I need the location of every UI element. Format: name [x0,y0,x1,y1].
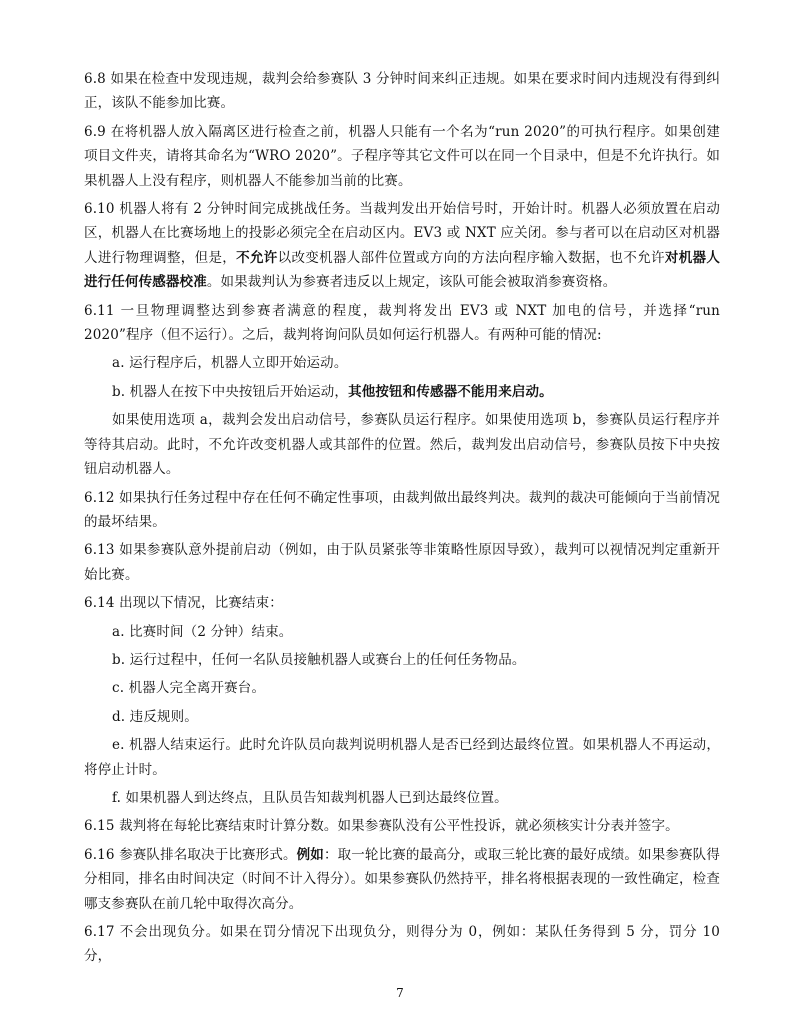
rule-6-14-d [84,705,720,729]
rule-6-11-option-a [84,351,720,375]
rule-6-10 [84,197,720,295]
rule-6-11-option-b [84,380,720,404]
rule-6-17 [84,920,720,969]
text-run: 6.13 如果参赛队意外提前启动（例如，由于队员紧张等非策略性原因导致），裁判可以视情况判定重新开始比赛。 [84,542,720,583]
rule-6-11-explanation [84,408,720,481]
text-run: 。如果裁判认为参赛者违反以上规定，该队可能会被取消参赛资格。 [206,274,617,291]
rule-6-14 [84,591,720,615]
text-run: a. 运行程序后，机器人立即开始运动。 [112,355,348,372]
text-run: f. 如果机器人到达终点，且队员告知裁判机器人已到达最终位置。 [112,789,508,806]
rule-6-16 [84,843,720,916]
text-run: 6.14 出现以下情况，比赛结束： [84,595,283,612]
text-run: 6.12 如果执行任务过程中存在任何不确定性事项，由裁判做出最终判决。裁判的裁决可能倾向于当前情况的最坏结果。 [84,489,720,530]
bold-text: 不允许 [236,249,278,266]
bold-text: 对机器人进行任何传感器校准 [84,249,720,291]
text-run: b. 运行过程中，任何一名队员接触机器人或赛台上的任何任务物品。 [112,651,526,668]
rule-6-14-f [84,786,720,810]
text-run: c. 机器人完全离开赛台。 [112,680,266,697]
rule-6-14-c [84,676,720,700]
text-run: 6.17 不会出现负分。如果在罚分情况下出现负分，则得分为 0，例如：某队任务得到 5 分，罚分 10 分， [84,924,720,965]
bold-text: 例如 [296,846,324,863]
text-run: 如果使用选项 a，裁判会发出启动信号，参赛队员运行程序。如果使用选项 b，参赛队员运行程序并等待其启动。此时，不允许改变机器人或其部件的位置。然后，裁判发出启动信号，参赛队员按下中央按钮启动机器人。 [84,412,720,478]
rule-6-13 [84,538,720,587]
text-run: b. 机器人在按下中央按钮后开始运动， [112,383,349,400]
text-run: 6.15 裁判将在每轮比赛结束时计算分数。如果参赛队没有公平性投诉，就必须核实计分表并签字。 [84,818,679,835]
text-run: e. 机器人结束运行。此时允许队员向裁判说明机器人是否已经到达最终位置。如果机器人不再运动，将停止计时。 [84,737,720,778]
rules-body [84,67,720,973]
page-number: 7 [396,986,404,1000]
text-run: 6.16 参赛队排名取决于比赛形式。 [84,846,297,863]
rule-6-8 [84,67,720,116]
rule-6-12 [84,486,720,535]
text-run: 6.8 如果在检查中发现违规，裁判会给参赛队 3 分钟时间来纠正违规。如果在要求时间内违规没有得到纠正，该队不能参加比赛。 [84,71,720,112]
text-run: 6.11 一旦物理调整达到参赛者满意的程度，裁判将发出 EV3 或 NXT 加电的信号，并选择“run 2020”程序（但不运行）。之后，裁判将询问队员如何运行机器人。有两种可能的情况: [84,302,720,344]
text-run: d. 违反规则。 [112,708,198,725]
rule-6-14-b [84,648,720,672]
rule-6-14-a [84,620,720,644]
text-run: 6.10 机器人将有 2 分钟时间完成挑战任务。当裁判发出开始信号时，开始计时。机器人必须放置在启动区，机器人在比赛场地上的投影必须完全在启动区内。EV3 或 NXT 应关闭。参与者可以在启动区对机器人进行物理调整，但是， [84,201,720,266]
text-run: a. 比赛时间（2 分钟）结束。 [112,623,293,640]
text-run: ：取一轮比赛的最高分，或取三轮比赛的最好成绩。如果参赛队得分相同，排名由时间决定（时间不计入得分）。如果参赛队仍然持平，排名将根据表现的一致性确定，检查哪支参赛队在前几轮中取得次高分。 [84,846,720,912]
rule-6-9 [84,120,720,193]
bold-text: 其他按钮和传感器不能用来启动。 [348,383,553,400]
rule-6-15 [84,814,720,838]
rule-6-11 [84,299,720,348]
text-run: 6.9 在将机器人放入隔离区进行检查之前，机器人只能有一个名为“run 2020”的可执行程序。如果创建项目文件夹，请将其命名为“WRO 2020”。子程序等其它文件可以在同一个目录中，但是不允许执行。如果机器人上没有程序，则机器人不能参加当前的比赛。 [84,123,720,189]
text-run: 以改变机器人部件位置或方向的方法向程序输入数据，也不允许 [277,249,665,266]
rule-6-14-e [84,733,720,782]
